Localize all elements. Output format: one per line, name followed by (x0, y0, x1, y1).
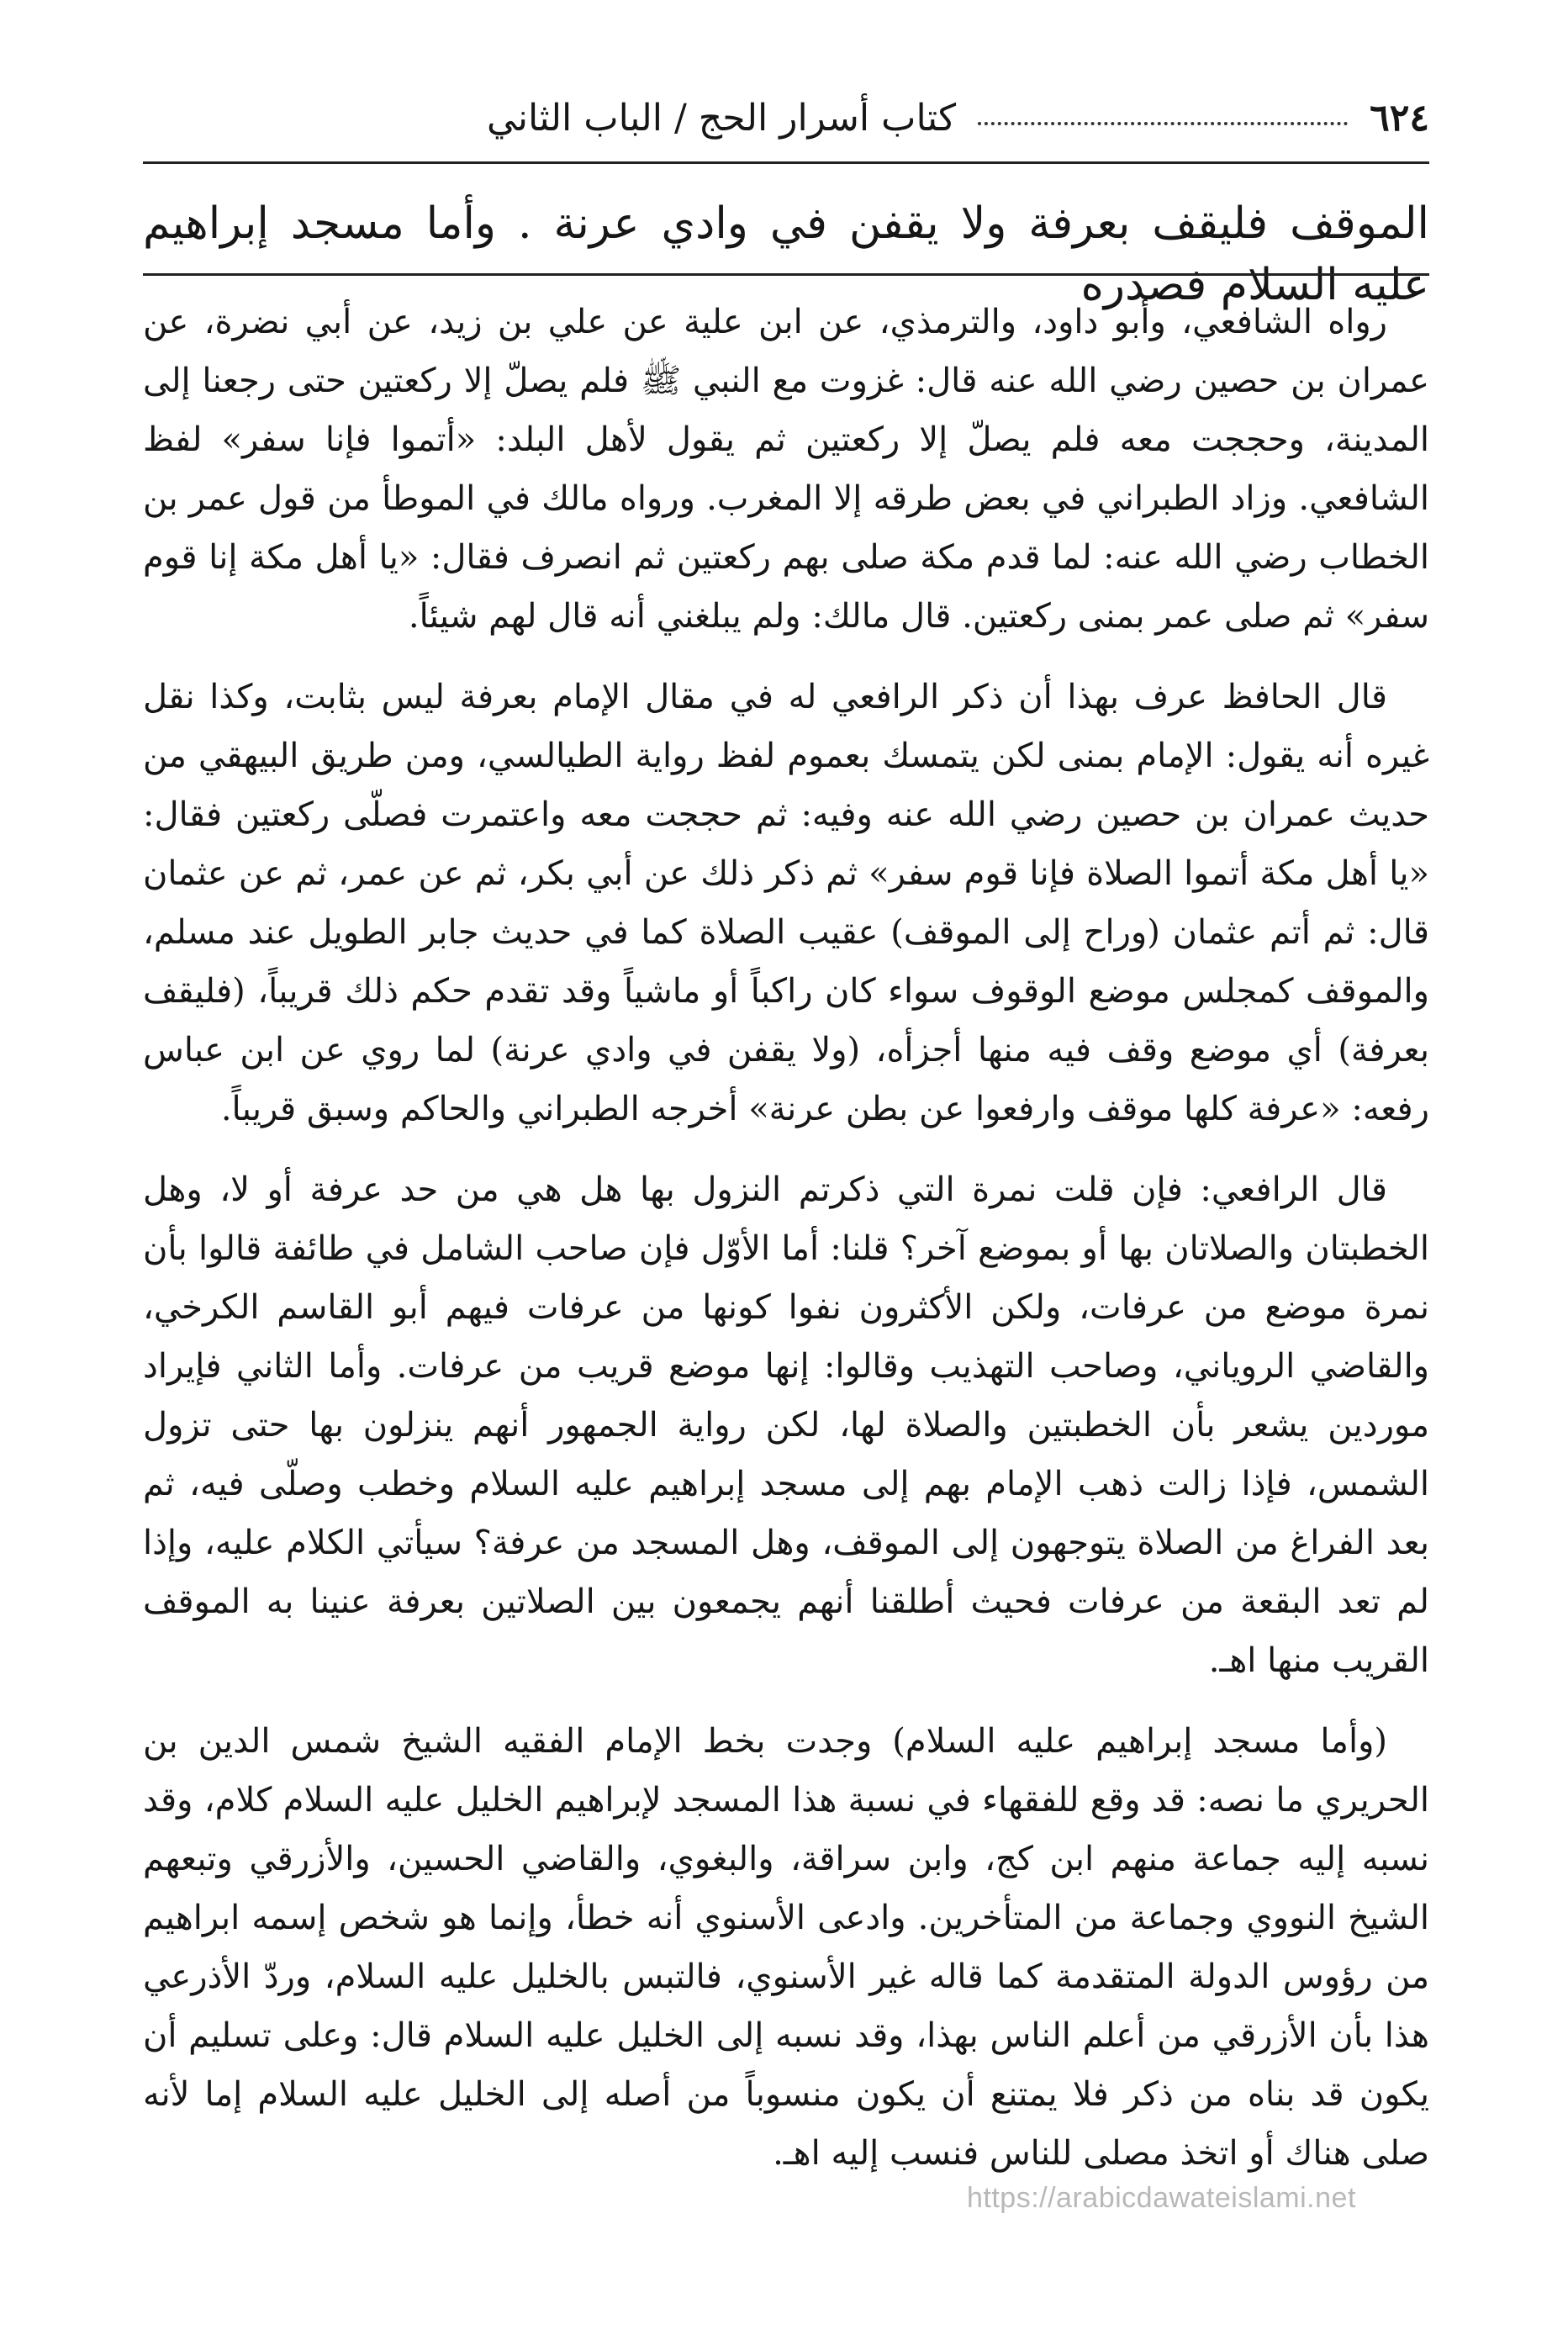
watermark-url: https://arabicdawateislami.net (967, 2182, 1356, 2214)
main-text-divider (143, 273, 1429, 276)
commentary-paragraph: (وأما مسجد إبراهيم عليه السلام) وجدت بخط الإمام الفقيه الشيخ شمس الدين بن الحريري ما نصه: قد وقع للفقهاء في نسبة هذا المسجد لإبراهيم الخليل عليه السلام كلام، وقد نسبه إليه جماعة منهم ابن كج، وابن سراقة، والبغوي، والقاضي الحسين، والأزرقي وتبعهم الشيخ النووي وجماعة من المتأخرين. وادعى الأسنوي أنه خطأ، وإنما هو شخص إسمه ابراهيم من رؤوس الدولة المتقدمة كما قاله غير الأسنوي، فالتبس بالخليل عليه السلام، وردّ الأذرعي هذا بأن الأزرقي من أعلم الناس بهذا، وقد نسبه إلى الخليل عليه السلام قال: وعلى تسليم أن يكون قد بناه من ذكر فلا يمتنع أن يكون منسوباً من أصله إلى الخليل عليه السلام إما لأنه صلى هناك أو اتخذ مصلى للناس فنسب إليه اهـ. (143, 1722, 1430, 2173)
commentary-paragraph: رواه الشافعي، وأبو داود، والترمذي، عن ابن علية عن علي بن زيد، عن أبي نضرة، عن عمران بن حصين رضي الله عنه قال: غزوت مع النبي ﷺ فلم يصلّ إلا ركعتين حتى رجعنا إلى المدينة، وحججت معه فلم يصلّ إلا ركعتين ثم يقول لأهل البلد: «أتموا فإنا سفر» لفظ الشافعي. وزاد الطبراني في بعض طرقه إلا المغرب. ورواه مالك في الموطأ من قول عمر بن الخطاب رضي الله عنه: لما قدم مكة صلى بهم ركعتين ثم انصرف فقال: «يا أهل مكة إنا قوم سفر» ثم صلى عمر بمنى ركعتين. قال مالك: ولم يبلغني أنه قال لهم شيئاً. (143, 303, 1430, 636)
book-title: كتاب أسرار الحج / الباب الثاني (487, 96, 957, 140)
commentary-paragraph: قال الرافعي: فإن قلت نمرة التي ذكرتم النزول بها هل هي من حد عرفة أو لا، وهل الخطبتان والصلاتان بها أو بموضع آخر؟ قلنا: أما الأوّل فإن صاحب الشامل في طائفة قالوا بأن نمرة موضع من عرفات، ولكن الأكثرون نفوا كونها من عرفات فيهم أبو القاسم الكرخي، والقاضي الروياني، وصاحب التهذيب وقالوا: إنها موضع قريب من عرفات. وأما الثاني فإيراد موردين يشعر بأن الخطبتين والصلاة لها، لكن رواية الجمهور أنهم ينزلون بها حتى تزول الشمس، فإذا زالت ذهب الإمام بهم إلى مسجد إبراهيم عليه السلام وخطب وصلّى فيه، ثم بعد الفراغ من الصلاة يتوجهون إلى الموقف، وهل المسجد من عرفة؟ سيأتي الكلام عليه، وإذا لم تعد البقعة من عرفات فحيث أطلقنا أنهم يجمعون بين الصلاتين بعرفة عنينا به الموقف القريب منها اهـ. (143, 1170, 1430, 1680)
running-header (143, 84, 1429, 151)
header-dotted-leader (978, 122, 1348, 125)
book-page (143, 67, 1429, 2270)
main-text-line: الموقف فليقف بعرفة ولا يقفن في وادي عرنة . وأما مسجد إبراهيم عليه السلام فصدره (143, 198, 1429, 310)
page-number: ٦٢٤ (1370, 96, 1429, 140)
header-divider (143, 161, 1429, 164)
commentary-paragraph: قال الحافظ عرف بهذا أن ذكر الرافعي له في مقال الإمام بعرفة ليس بثابت، وكذا نقل غيره أنه يقول: الإمام بمنى لكن يتمسك بعموم لفظ رواية الطيالسي، ومن طريق البيهقي من حديث عمران بن حصين رضي الله عنه وفيه: ثم حججت معه واعتمرت فصلّى ركعتين فقال: «يا أهل مكة أتموا الصلاة فإنا قوم سفر» ثم ذكر ذلك عن أبي بكر، ثم عن عمر، ثم عن عثمان قال: ثم أتم عثمان (وراح إلى الموقف) عقيب الصلاة كما في حديث جابر الطويل عند مسلم، والموقف كمجلس موضع الوقوف سواء كان راكباً أو ماشياً وقد تقدم حكم ذلك قريباً، (فليقف بعرفة) أي موضع وقف فيه منها أجزأه، (ولا يقفن في وادي عرنة) لما روي عن ابن عباس رفعه: «عرفة كلها موقف وارفعوا عن بطن عرنة» أخرجه الطبراني والحاكم وسبق قريباً. (143, 678, 1429, 1128)
commentary (143, 293, 1429, 2205)
